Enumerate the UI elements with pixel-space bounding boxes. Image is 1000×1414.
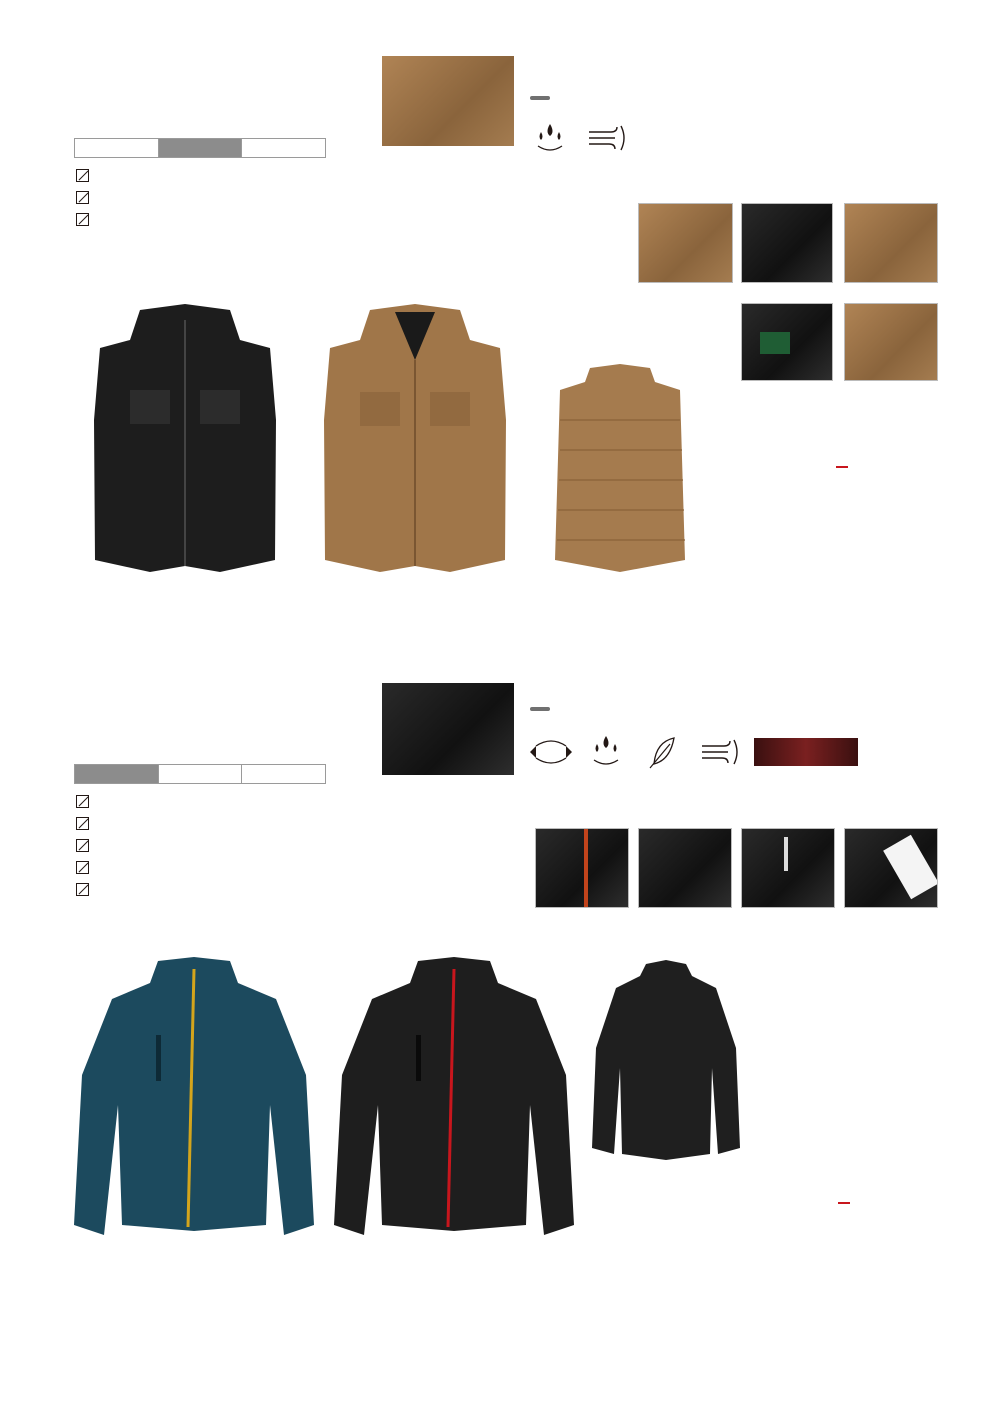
windproof-icon: [585, 120, 629, 156]
checkbox-icon: [76, 169, 89, 182]
fit-slim: [75, 139, 158, 157]
zipper-accent: [584, 829, 588, 907]
limited-badge: [838, 1202, 850, 1204]
vest-back-photo: [530, 360, 710, 580]
checkbox-icon: [76, 817, 89, 830]
jacket-black-photo: [326, 955, 582, 1240]
detail-photo: [844, 203, 938, 283]
vest-black-photo: [70, 300, 300, 580]
feature-list: [76, 792, 95, 902]
detail-photo: [535, 828, 629, 908]
notepad-icon: [883, 835, 938, 899]
detail-photo: [638, 203, 733, 283]
detail-photo: [741, 203, 833, 283]
feature-item: [76, 792, 95, 814]
fit-bar: [74, 138, 326, 158]
jacket-back-photo: [586, 958, 746, 1173]
fabric-swatch: [382, 683, 514, 775]
water-repellent-icon: [586, 732, 626, 772]
checkbox-icon: [76, 213, 89, 226]
checkbox-icon: [76, 795, 89, 808]
detail-photo: [741, 303, 833, 381]
windproof-icon: [698, 734, 742, 770]
inner-pocket-card: [760, 332, 790, 354]
jacket-navy-photo: [66, 955, 320, 1240]
feature-item: [76, 880, 95, 902]
fit-bar: [74, 764, 326, 784]
feature-item: [76, 836, 95, 858]
fit-loose: [241, 139, 325, 157]
water-repellent-icon: [530, 120, 570, 156]
category-sidebar: [968, 332, 1000, 1077]
feature-list: [76, 166, 95, 232]
feature-item: [76, 210, 95, 232]
stretch-icon: [528, 732, 574, 772]
fit-slim: [75, 765, 158, 783]
detail-photo: [741, 828, 835, 908]
product-header: [736, 462, 848, 468]
limited-badge: [836, 466, 848, 468]
feature-item: [76, 858, 95, 880]
feature-item: [76, 188, 95, 210]
checkbox-icon: [76, 839, 89, 852]
spot-item-badge: [754, 738, 858, 766]
pen-icon: [784, 837, 788, 871]
feature-item: [76, 166, 95, 188]
fit-loose: [241, 765, 325, 783]
product-header: [736, 1196, 850, 1204]
checkbox-icon: [76, 861, 89, 874]
detail-photo: [638, 828, 732, 908]
detail-photo: [844, 303, 938, 381]
feature-item: [76, 814, 95, 836]
fabric-swatch: [382, 56, 514, 146]
season-badge: [530, 96, 550, 100]
season-badge: [530, 707, 550, 711]
fit-regular: [158, 139, 242, 157]
lightweight-feather-icon: [644, 732, 684, 772]
detail-photo: [844, 828, 938, 908]
fit-regular: [158, 765, 242, 783]
checkbox-icon: [76, 883, 89, 896]
vest-khaki-photo: [300, 300, 530, 580]
checkbox-icon: [76, 191, 89, 204]
